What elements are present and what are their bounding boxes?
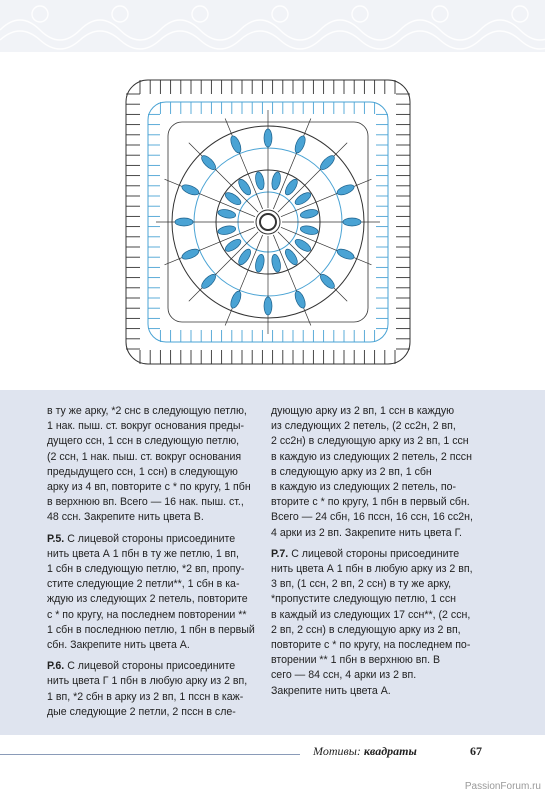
puff-stitch	[293, 290, 307, 310]
running-title	[313, 744, 417, 759]
puff-stitch	[254, 171, 265, 190]
puff-stitch	[229, 290, 243, 310]
puff-stitch	[175, 218, 193, 226]
right-column	[271, 404, 491, 705]
watermark: PassionForum.ru	[464, 781, 541, 792]
center-ring	[260, 214, 276, 230]
paragraph-text: в ту же арку, *2 снс в следующую петлю, 1 нак. пыш. ст. вокруг основания преды- дущего ссн, 1 ссн в следующую петлю, (2 ссн, 1 нак. пыш. ст. вокруг основания предыдущего ссн, 1 ссн) в следующую арку из 4 вп, повторите с * по кругу, 1 пбн в верхнюю вп. Всего — 16 нак. пыш. ст., 48 ссн. Закрепите нить цвета В.	[47, 405, 251, 524]
puff-stitch	[199, 153, 217, 171]
crochet-chart	[118, 72, 418, 372]
page-number: 67	[470, 744, 482, 758]
radial-stitch	[189, 143, 258, 212]
chapter-title: квадраты	[363, 744, 417, 758]
puff-stitch	[318, 153, 336, 171]
puff-stitch	[343, 218, 361, 226]
puff-stitch	[181, 183, 201, 197]
puff-stitch	[318, 272, 336, 290]
puff-stitch	[217, 208, 236, 219]
radial-stitch	[189, 232, 258, 301]
row-label: Р.6.	[47, 660, 65, 673]
crochet-chart-svg	[118, 72, 418, 372]
paragraph	[47, 532, 267, 654]
lace-ornament	[0, 0, 545, 52]
page-footer	[0, 744, 545, 764]
paragraph	[47, 659, 267, 720]
puff-stitch	[300, 225, 319, 236]
puff-stitch	[254, 254, 265, 273]
puff-stitch	[300, 208, 319, 219]
paragraph-text: дующую арку из 2 вп, 1 ссн в каждую из следующих 2 петель, (2 сс2н, 2 вп, 2 сс2н) в следующую арку из 2 вп, 1 ссн в каждую из следующих 2 петель, 2 пссн в следующую арку из 2 вп, 1 сбн в каждую из следующих 2 петель, по- вторите с * по кругу, 1 пбн в первый сбн. Всего — 24 сбн, 16 пссн, 16 ссн, 16 сс2н, 4 арки из 2 вп. Закрепите нить цвета Г.	[271, 405, 473, 539]
paragraph-text: С лицевой стороны присоедините нить цвета А 1 пбн в любую арку из 2 вп, 3 вп, (1 ссн, 2 вп, 2 ссн) в ту же арку, *пропустите следующую петлю, 1 ссн в каждый из следующих 17 ссн**, (2 ссн, 2 вп, 2 ссн) в следующую арку из 2 вп, повторите с * по кругу, на последнем по- вторении ** 1 пбн в верхнюю вп. В сего — 84 ссн, 4 арки из 2 вп. Закрепите нить цвета А.	[271, 547, 473, 697]
radial-stitch	[278, 232, 347, 301]
puff-stitch	[229, 135, 243, 155]
paragraph	[271, 547, 491, 699]
paragraph	[47, 404, 267, 526]
puff-stitch	[181, 247, 201, 261]
puff-stitch	[293, 135, 307, 155]
paragraph-text: С лицевой стороны присоедините нить цвета Г 1 пбн в любую арку из 2 вп, 1 вп, *2 сбн в арку из 2 вп, 1 пссн в каж- дые следующие 2 петли, 2 пссн в сле-	[47, 660, 248, 718]
left-column	[47, 404, 267, 726]
puff-stitch	[199, 272, 217, 290]
footer-rule	[0, 754, 300, 755]
paragraph-text: С лицевой стороны присоедините нить цвета А 1 пбн в ту же петлю, 1 вп, 1 сбн в следующую петлю, *2 вп, пропу- стите следующие 2 петли**, 1 сбн в ка- ждую из следующих 2 петель, повторите с * по кругу, на последнем повторении ** 1 сбн в последнюю петлю, 1 пбн в первый сбн. Закрепите нить цвета А.	[47, 532, 255, 652]
radial-stitch	[278, 143, 347, 212]
puff-stitch	[271, 171, 282, 190]
top-ornament-band	[0, 0, 545, 52]
puff-stitch	[264, 297, 272, 315]
row-label: Р.5.	[47, 532, 65, 545]
puff-stitch	[336, 247, 356, 261]
puff-stitch	[217, 225, 236, 236]
paragraph	[271, 404, 491, 541]
puff-stitch	[271, 254, 282, 273]
puff-stitch	[264, 129, 272, 147]
section-name: Мотивы:	[313, 744, 364, 758]
puff-stitch	[336, 183, 356, 197]
row-label: Р.7.	[271, 547, 289, 560]
instructions-panel	[0, 390, 545, 735]
